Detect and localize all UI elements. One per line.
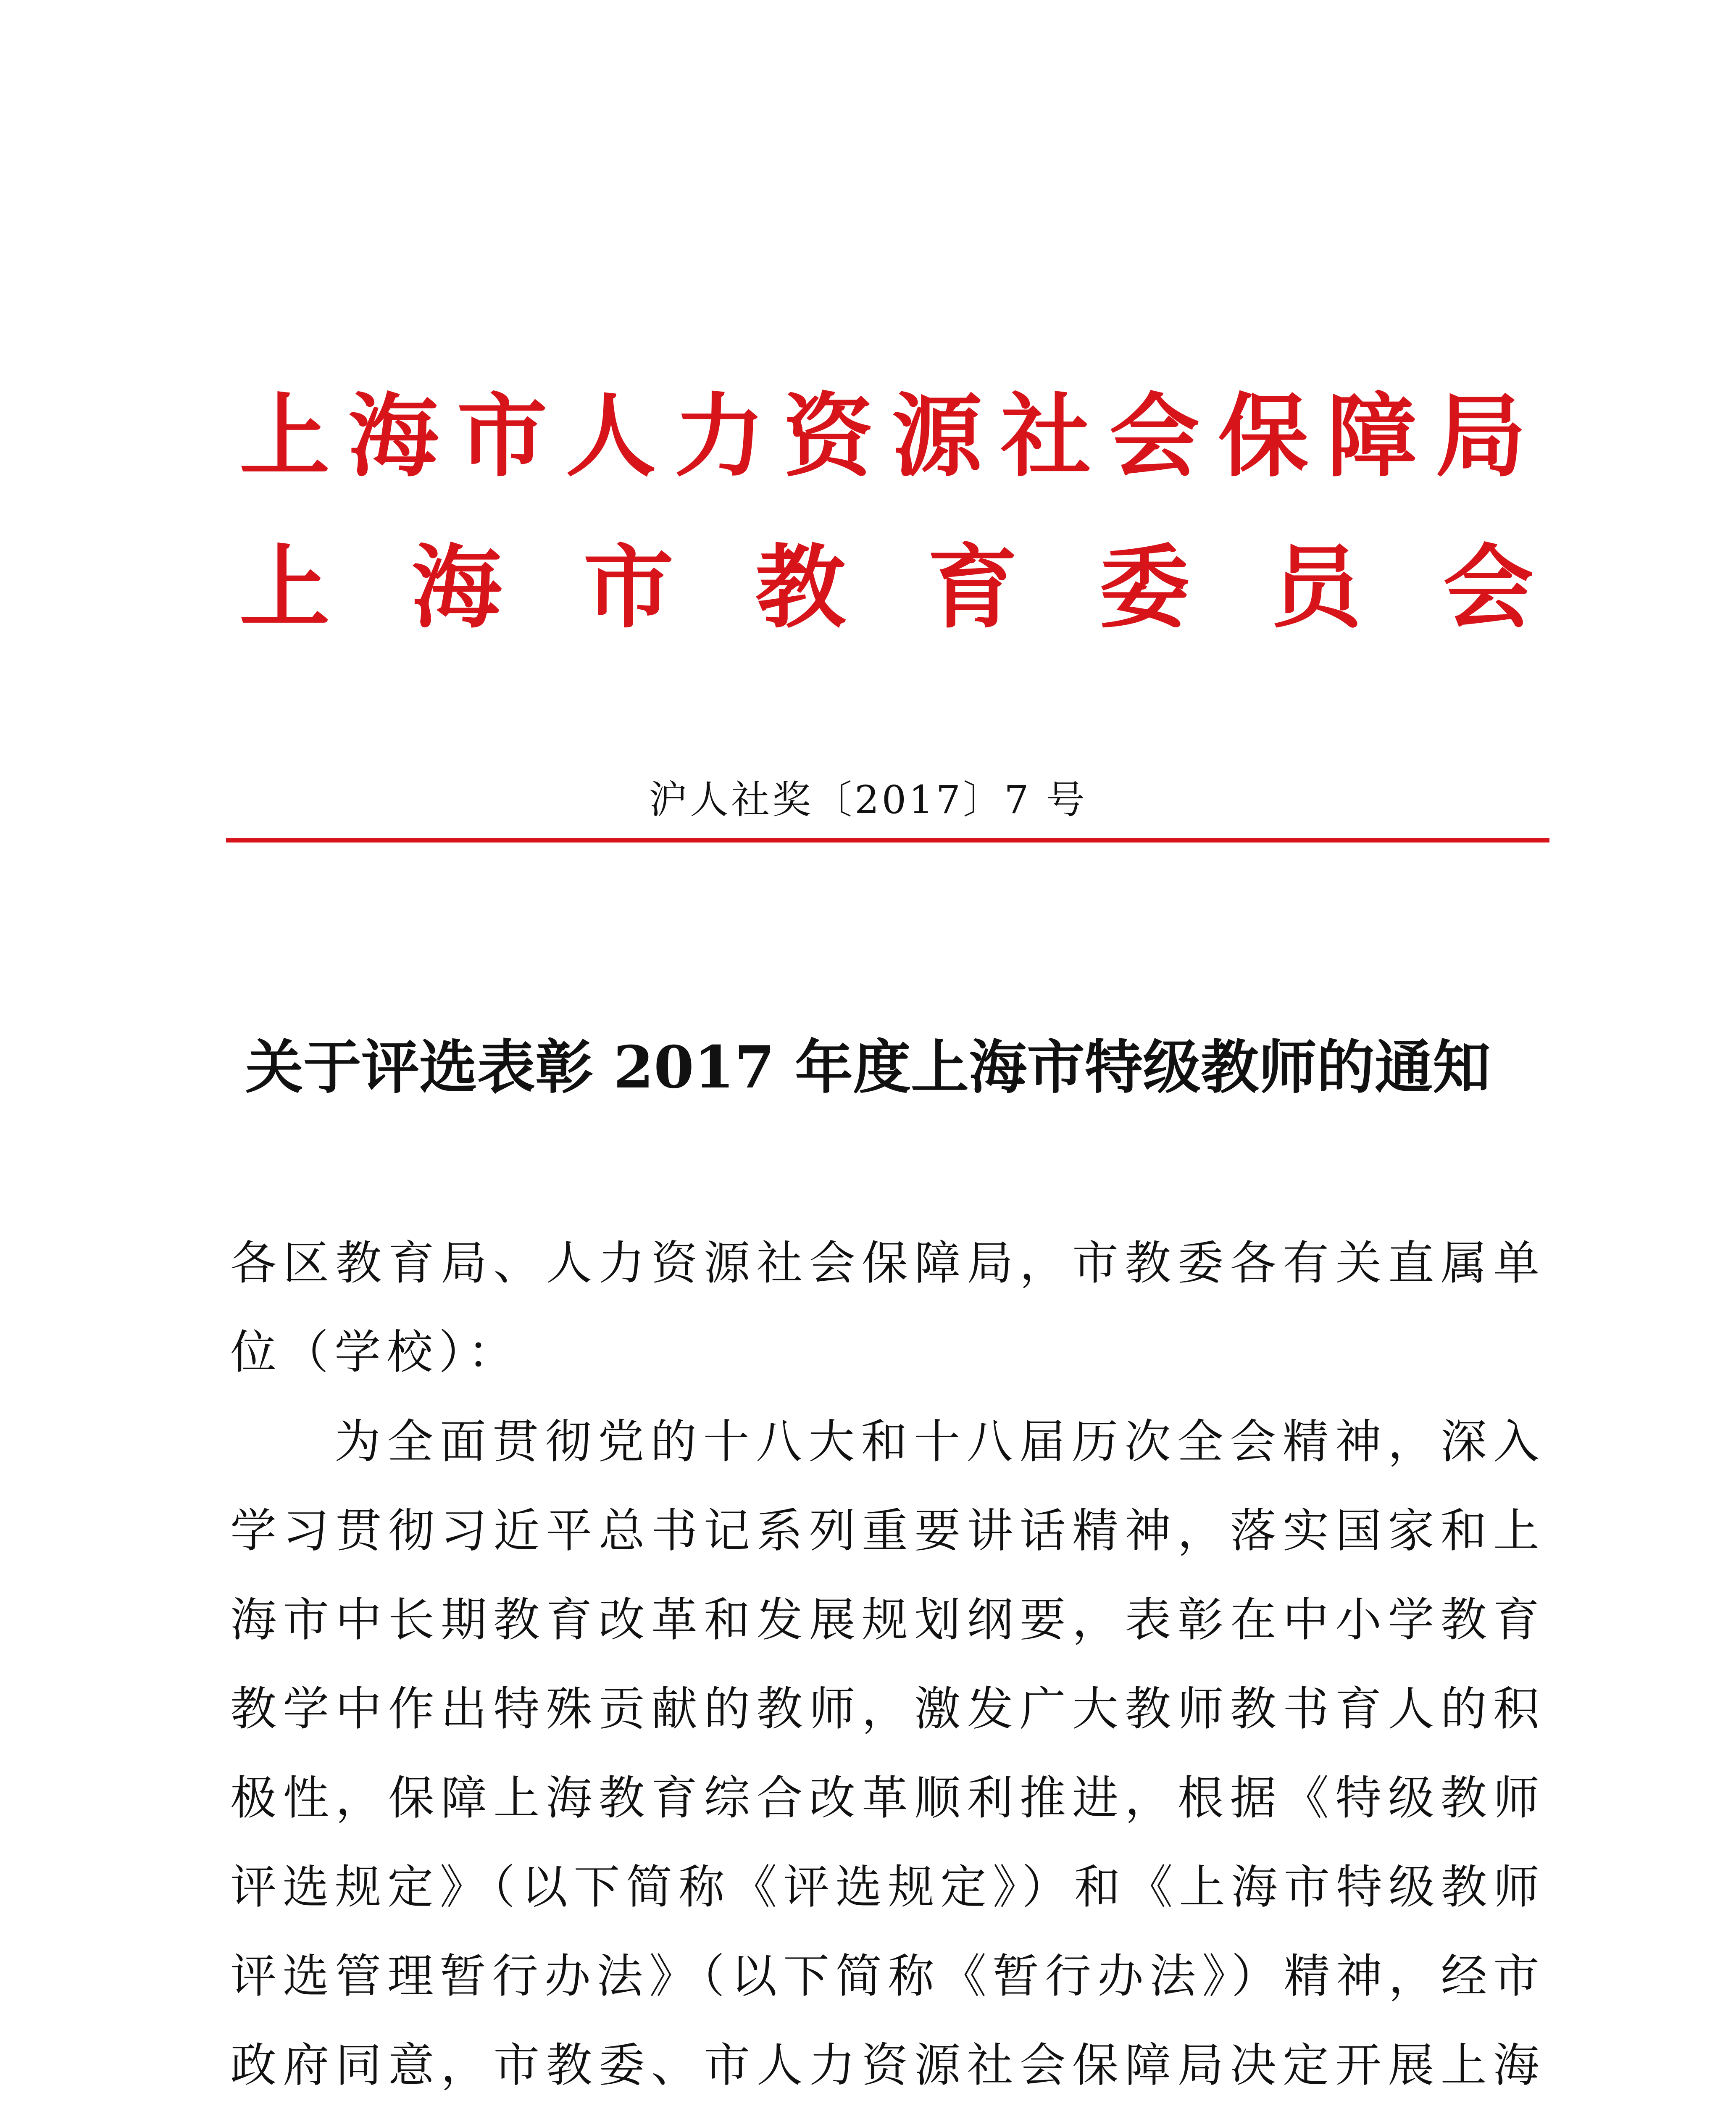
body-paragraph: 为全面贯彻党的十八大和十八届历次全会精神，深入学习贯彻习近平总书记系列重要讲话精神，落实国家和上海市中长期教育改革和发展规划纲要，表彰在中小学教育教学中作出特殊贡献的教师，激发广大教师教书育人的积极性，保障上海教育综合改革顺利推进，根据《特级教师评选规定》（以下简称《评选规定》）和《上海市特级教师评选管理暂行办法》（以下简称《暂行办法》）精神，经市政府同意，市教委、市人力资源社会保障局决定开展上海 bbox=[230, 1415, 1545, 2092]
org-line1-char: 会 bbox=[1109, 383, 1207, 489]
org-line2-char: 员 bbox=[1271, 534, 1362, 640]
org-line1-char: 力 bbox=[674, 383, 773, 489]
org-line2-char: 教 bbox=[755, 534, 846, 640]
org-line1-char: 局 bbox=[1435, 383, 1533, 489]
org-line2-char: 市 bbox=[583, 534, 674, 640]
org-line1-char: 海 bbox=[348, 383, 446, 489]
red-divider-rule bbox=[226, 838, 1549, 843]
org-line2-char: 育 bbox=[927, 534, 1018, 640]
org-line2-char: 会 bbox=[1443, 534, 1533, 640]
document-number: 沪人社奖〔2017〕7 号 bbox=[649, 777, 1087, 822]
org-line1-char: 障 bbox=[1327, 383, 1425, 489]
org-line2-char: 上 bbox=[239, 534, 330, 640]
org-line1-char: 上 bbox=[239, 383, 337, 489]
issuing-org-hrss bbox=[239, 383, 1533, 489]
org-line1-char: 市 bbox=[457, 383, 555, 489]
org-line1-char: 保 bbox=[1218, 383, 1316, 489]
org-line1-char: 源 bbox=[892, 383, 990, 489]
org-line2-char: 委 bbox=[1099, 534, 1190, 640]
org-line1-char: 社 bbox=[1000, 383, 1099, 489]
org-line1-char: 资 bbox=[783, 383, 881, 489]
issuing-org-education-commission bbox=[239, 534, 1533, 640]
org-line1-char: 人 bbox=[566, 383, 664, 489]
org-line2-char: 海 bbox=[411, 534, 502, 640]
addressee: 各区教育局、人力资源社会保障局，市教委各有关直属单位（学校）： bbox=[230, 1236, 1545, 1379]
document-title: 关于评选表彰 2017 年度上海市特级教师的通知 bbox=[245, 1033, 1491, 1101]
